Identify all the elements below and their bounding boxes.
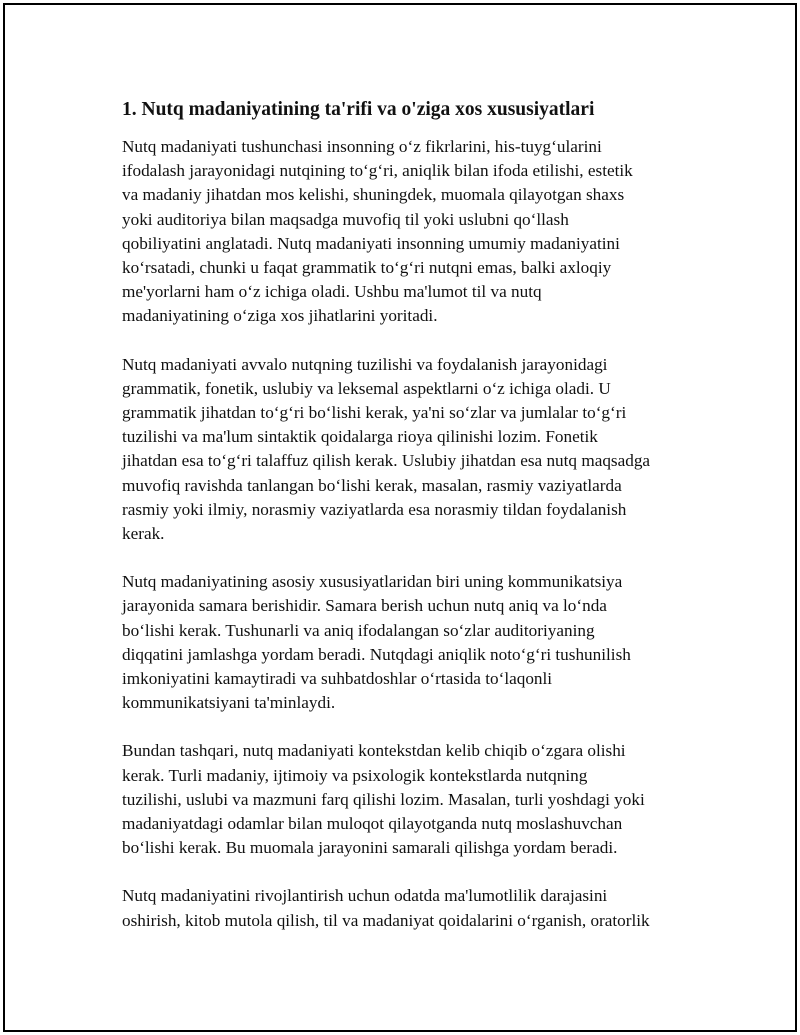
text-line: grammatik, fonetik, uslubiy va leksemal aspektlarni o‘z ichiga oladi. U <box>122 378 611 398</box>
text-line: diqqatini jamlashga yordam beradi. Nutqdagi aniqlik noto‘g‘ri tushunilish <box>122 644 631 664</box>
text-line: madaniyatining o‘ziga xos jihatlarini yoritadi. <box>122 306 438 326</box>
paragraph-3 <box>122 570 697 715</box>
text-line: Nutq madaniyati avvalo nutqning tuzilishi va foydalanish jarayonidagi <box>122 354 608 374</box>
page-frame <box>3 3 797 1032</box>
text-line: kommunikatsiyani ta'minlaydi. <box>122 693 336 713</box>
text-line: oshirish, kitob mutola qilish, til va madaniyat qoidalarini o‘rganish, oratorlik <box>122 910 650 930</box>
text-line: jarayonida samara berishidir. Samara berish uchun nutq aniq va lo‘nda <box>122 596 607 616</box>
text-line: ifodalash jarayonidagi nutqining to‘g‘ri, aniqlik bilan ifoda etilishi, estetik <box>122 161 633 181</box>
text-line: tuzilishi va ma'lum sintaktik qoidalarga rioya qilinishi lozim. Fonetik <box>122 427 598 447</box>
text-line: Bundan tashqari, nutq madaniyati kontekstdan kelib chiqib o‘zgara olishi <box>122 741 626 761</box>
section-heading: 1. Nutq madaniyatining ta'rifi va o'ziga xos xususiyatlari <box>122 99 595 120</box>
text-line: bo‘lishi kerak. Tushunarli va aniq ifodalangan so‘zlar auditoriyaning <box>122 620 595 640</box>
text-line: ko‘rsatadi, chunki u faqat grammatik to‘g‘ri nutqni emas, balki axloqiy <box>122 258 612 278</box>
paragraph-5 <box>122 884 697 932</box>
paragraph-4 <box>122 739 697 860</box>
text-line: yoki auditoriya bilan maqsadga muvofiq til yoki uslubni qo‘llash <box>122 209 569 229</box>
text-line: Nutq madaniyatining asosiy xususiyatlaridan biri uning kommunikatsiya <box>122 572 623 592</box>
text-line: Nutq madaniyatini rivojlantirish uchun odatda ma'lumotlilik darajasini <box>122 886 608 906</box>
text-line: Nutq madaniyati tushunchasi insonning o‘z fikrlarini, his-tuyg‘ularini <box>122 137 602 156</box>
text-line: grammatik jihatdan to‘g‘ri bo‘lishi kerak, ya'ni so‘zlar va jumlalar to‘g‘ri <box>122 403 627 423</box>
text-line: qobiliyatini anglatadi. Nutq madaniyati insonning umumiy madaniyatini <box>122 233 620 253</box>
text-line: tuzilishi, uslubi va mazmuni farq qilishi lozim. Masalan, turli yoshdagi yoki <box>122 789 645 809</box>
text-line: kerak. <box>122 524 165 544</box>
paragraph-2 <box>122 353 697 547</box>
text-line: va madaniy jihatdan mos kelishi, shuningdek, muomala qilayotgan shaxs <box>122 185 625 205</box>
text-line: bo‘lishi kerak. Bu muomala jarayonini samarali qilishga yordam beradi. <box>122 838 618 858</box>
text-line: me'yorlarni ham o‘z ichiga oladi. Ushbu ma'lumot til va nutq <box>122 282 542 302</box>
paragraph-1 <box>122 135 697 329</box>
text-line: imkoniyatini kamaytiradi va suhbatdoshlar o‘rtasida to‘laqonli <box>122 669 553 689</box>
text-line: kerak. Turli madaniy, ijtimoiy va psixologik kontekstlarda nutqning <box>122 765 588 785</box>
text-line: madaniyatdagi odamlar bilan muloqot qilayotganda nutq moslashuvchan <box>122 814 623 834</box>
text-line: rasmiy yoki ilmiy, norasmiy vaziyatlarda esa norasmiy tildan foydalanish <box>122 499 627 519</box>
document-body <box>122 97 697 957</box>
text-line: muvofiq ravishda tanlangan bo‘lishi kerak, masalan, rasmiy vaziyatlarda <box>122 475 622 495</box>
text-line: jihatdan esa to‘g‘ri talaffuz qilish kerak. Uslubiy jihatdan esa nutq maqsadga <box>122 451 651 471</box>
